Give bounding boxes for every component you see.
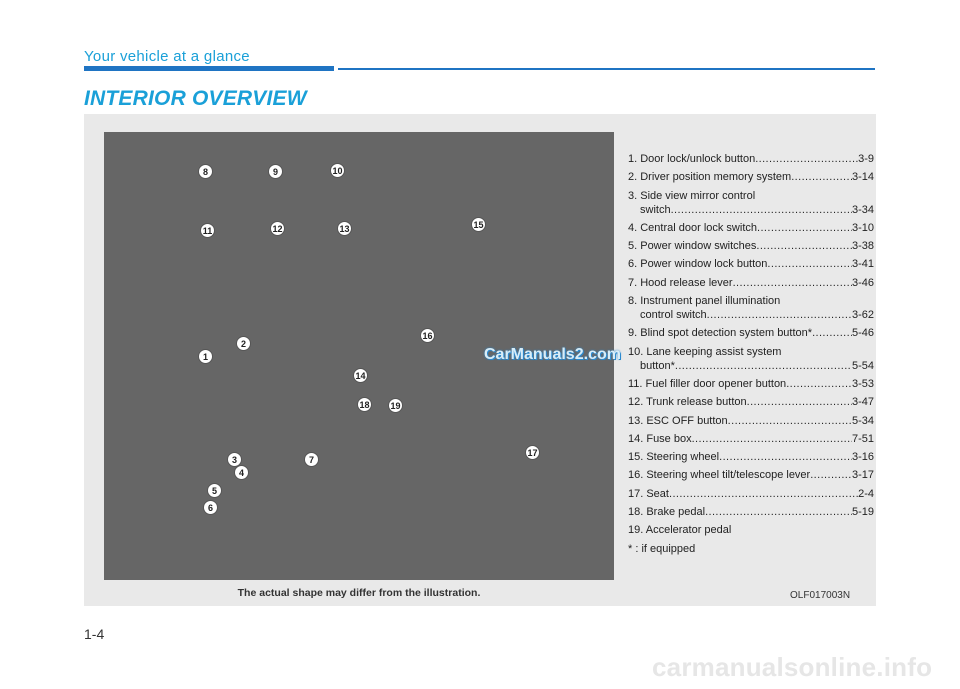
section-label: Your vehicle at a glance — [84, 48, 250, 65]
legend-label: 18. Brake pedal — [628, 506, 706, 519]
legend-item — [628, 468, 874, 482]
leader-dots — [812, 326, 852, 340]
legend-item — [628, 450, 874, 464]
leader-dots — [692, 432, 852, 446]
legend-label: 15. Steering wheel — [628, 451, 720, 464]
legend-page: 3-53 — [851, 377, 874, 390]
legend-item — [628, 414, 874, 428]
legend-label: 12. Trunk release button — [628, 396, 747, 409]
legend-label: 7. Hood release lever — [628, 276, 733, 289]
legend-label: 10. Lane keeping assist system — [628, 345, 782, 358]
marker-3: 3 — [227, 452, 242, 467]
watermark-overlay: CarManuals2.com — [484, 346, 621, 363]
legend-page: 3-47 — [851, 396, 874, 409]
leader-dots — [669, 487, 858, 501]
legend-label: 3. Side view mirror control — [628, 189, 756, 202]
legend-label: 14. Fuse box — [628, 432, 692, 445]
legend-item — [628, 395, 874, 409]
leader-dots — [707, 308, 852, 322]
figure-code: OLF017003N — [790, 590, 851, 601]
legend-label: 8. Instrument panel illumination — [628, 295, 781, 308]
marker-14: 14 — [353, 368, 368, 383]
legend-page: 3-38 — [851, 240, 874, 253]
leader-dots — [755, 152, 858, 166]
marker-13: 13 — [337, 221, 352, 236]
header-rule-thick — [84, 66, 334, 71]
legend-item — [628, 345, 874, 373]
leader-dots — [733, 276, 852, 290]
legend-page: 3-16 — [851, 451, 874, 464]
legend-item — [628, 189, 874, 217]
legend-item — [628, 432, 874, 446]
legend-page: 7-51 — [851, 432, 874, 445]
legend-page: 3-17 — [851, 469, 874, 482]
leader-dots — [786, 377, 852, 391]
marker-7: 7 — [304, 452, 319, 467]
leader-dots — [747, 395, 852, 409]
legend-footnote — [628, 542, 874, 556]
legend-item — [628, 326, 874, 340]
legend-label: 13. ESC OFF button — [628, 414, 728, 427]
legend-page: 3-9 — [858, 153, 874, 165]
legend-item — [628, 523, 874, 537]
legend-page: 3-41 — [851, 258, 874, 271]
legend-page: 5-46 — [851, 327, 874, 340]
marker-18: 18 — [357, 397, 372, 412]
legend-page: 3-46 — [851, 276, 874, 289]
legend-label: 19. Accelerator pedal — [628, 524, 732, 537]
legend-label: 5. Power window switches — [628, 240, 757, 253]
marker-4: 4 — [234, 465, 249, 480]
legend-page: 3-62 — [851, 309, 874, 322]
header-rule-thin — [338, 68, 875, 70]
legend-item — [628, 294, 874, 322]
legend-label: 11. Fuel filler door opener button — [628, 377, 787, 390]
leader-dots — [767, 257, 852, 271]
legend-list — [628, 152, 874, 560]
legend-item — [628, 257, 874, 271]
legend-page: 5-54 — [851, 359, 874, 372]
legend-item — [628, 221, 874, 235]
marker-8: 8 — [198, 164, 213, 179]
marker-16: 16 — [420, 328, 435, 343]
marker-2: 2 — [236, 336, 251, 351]
legend-item — [628, 505, 874, 519]
marker-19: 19 — [388, 398, 403, 413]
legend-page: 3-34 — [851, 203, 874, 216]
legend-item — [628, 377, 874, 391]
marker-1: 1 — [198, 349, 213, 364]
legend-page: 3-14 — [851, 171, 874, 184]
legend-label: 2. Driver position memory system — [628, 171, 792, 184]
watermark-footer: carmanualsonline.info — [652, 652, 933, 682]
figure-caption: The actual shape may differ from the illustration. — [237, 587, 481, 599]
marker-6: 6 — [203, 500, 218, 515]
legend-page: 5-19 — [851, 506, 874, 519]
legend-item — [628, 487, 874, 501]
legend-page: 5-34 — [851, 414, 874, 427]
page-number: 1-4 — [84, 626, 105, 642]
legend-label: 4. Central door lock switch — [628, 221, 757, 234]
leader-dots — [675, 359, 852, 373]
legend-label-continued: control switch — [640, 309, 707, 322]
marker-15: 15 — [471, 217, 486, 232]
legend-label-continued: switch — [640, 203, 671, 216]
leader-dots — [791, 170, 852, 184]
leader-dots — [671, 203, 852, 217]
legend-item — [628, 276, 874, 290]
page-title: INTERIOR OVERVIEW — [84, 87, 307, 110]
legend-item — [628, 152, 874, 166]
legend-label: 16. Steering wheel tilt/telescope lever — [628, 469, 811, 482]
footnote-text: * : if equipped — [628, 542, 696, 555]
legend-label: 6. Power window lock button — [628, 258, 768, 271]
legend-label: 1. Door lock/unlock button — [628, 153, 756, 165]
legend-label-continued: button* — [640, 359, 675, 372]
marker-17: 17 — [525, 445, 540, 460]
legend-page: 2-4 — [858, 487, 874, 500]
marker-10: 10 — [330, 163, 345, 178]
legend-label: 17. Seat — [628, 487, 669, 500]
marker-5: 5 — [207, 483, 222, 498]
figure-panel — [84, 114, 876, 606]
legend-page: 3-10 — [851, 221, 874, 234]
leader-dots — [719, 450, 852, 464]
marker-12: 12 — [270, 221, 285, 236]
leader-dots — [705, 505, 852, 519]
leader-dots — [810, 468, 852, 482]
legend-item — [628, 239, 874, 253]
marker-11: 11 — [200, 223, 215, 238]
legend-item — [628, 170, 874, 184]
marker-9: 9 — [268, 164, 283, 179]
leader-dots — [756, 239, 852, 253]
legend-label: 9. Blind spot detection system button* — [628, 327, 813, 340]
leader-dots — [757, 221, 852, 235]
leader-dots — [728, 414, 852, 428]
